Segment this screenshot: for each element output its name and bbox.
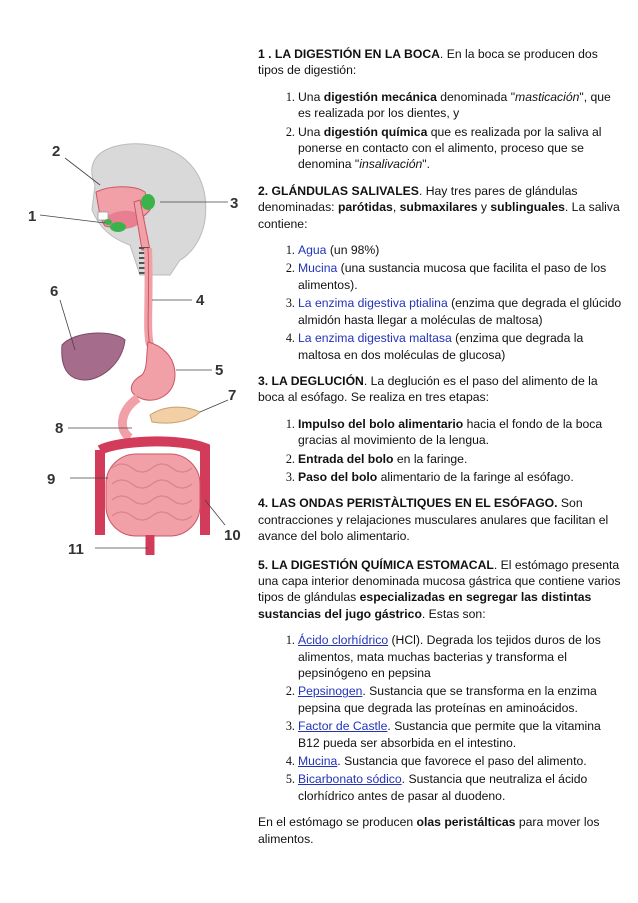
link-agua[interactable]: Agua bbox=[298, 243, 327, 258]
duodenum bbox=[122, 398, 138, 438]
figure-label-5: 5 bbox=[215, 362, 224, 379]
text-column bbox=[258, 46, 623, 857]
figure-label-1: 1 bbox=[28, 208, 37, 225]
list-item: 4. Mucina. Sustancia que favorece el paso del alimento. bbox=[298, 753, 623, 769]
section-title: 3. LA DEGLUCIÓN bbox=[258, 373, 364, 388]
closing-paragraph: En el estómago se producen olas peristálticas para mover los alimentos. bbox=[258, 815, 600, 846]
submaxillary-gland bbox=[110, 222, 126, 232]
figure-label-2: 2 bbox=[52, 143, 61, 160]
link-mucina[interactable]: Mucina bbox=[298, 261, 338, 276]
liver bbox=[62, 333, 125, 380]
digestive-system-figure bbox=[0, 130, 250, 570]
link-bicarbonato[interactable]: Bicarbonato sódico bbox=[298, 772, 402, 787]
section-peristalsis: 4. LAS ONDAS PERISTÀLTIQUES EN EL ESÓFAGO. Son contracciones y relajaciones musculares anulares que facilitan el avance del bolo alimentario. bbox=[258, 496, 609, 544]
list-item: 5. Bicarbonato sódico. Sustancia que neutraliza el ácido clorhídrico antes de pasar al duodeno. bbox=[298, 771, 623, 804]
swallowing-stages-list bbox=[258, 416, 623, 486]
mouth-digestion-list bbox=[258, 89, 623, 173]
saliva-contents-list bbox=[258, 242, 623, 363]
link-maltasa[interactable]: La enzima digestiva maltasa bbox=[298, 331, 452, 346]
figure-label-10: 10 bbox=[224, 527, 241, 544]
pancreas bbox=[150, 407, 200, 423]
list-item: 4. La enzima digestiva maltasa (enzima que degrada la maltosa en dos moléculas de glucosa) bbox=[298, 330, 623, 363]
link-mucina-gastric[interactable]: Mucina bbox=[298, 754, 338, 769]
list-item: 3. Paso del bolo alimentario de la faringe al esófago. bbox=[298, 469, 623, 485]
section-stomach-digestion: 5. LA DIGESTIÓN QUÍMICA ESTOMACAL. El estómago presenta una capa interior denominada mucosa gástrica que contiene varios tipos de glándulas especializadas en segregar las distintas sustancias del jugo gástrico. Estas son: bbox=[258, 557, 621, 621]
link-ptialina[interactable]: La enzima digestiva ptialina bbox=[298, 296, 448, 311]
figure-label-7: 7 bbox=[228, 387, 237, 404]
list-item: 1. Impulso del bolo alimentario hacia el fondo de la boca gracias al movimiento de la lengua. bbox=[298, 416, 623, 449]
figure-label-11: 11 bbox=[68, 541, 84, 558]
section-mouth-digestion: 1 . LA DIGESTIÓN EN LA BOCA. En la boca se producen dos tipos de digestión: bbox=[258, 47, 598, 78]
list-item: 2. Pepsinogen. Sustancia que se transforma en la enzima pepsina que degrada las proteínas en aminoácidos. bbox=[298, 683, 623, 716]
list-item: 1. Ácido clorhídrico (HCl). Degrada los tejidos duros de los alimentos, mata muchas bacterias y transforma el pepsinógeno en pepsina bbox=[298, 632, 623, 681]
section-title: 4. LAS ONDAS PERISTÀLTIQUES EN EL ESÓFAGO. bbox=[258, 496, 558, 511]
small-intestine bbox=[106, 454, 200, 536]
figure-label-3: 3 bbox=[230, 195, 239, 212]
list-item: 2. Entrada del bolo en la faringe. bbox=[298, 451, 623, 467]
section-title: 5. LA DIGESTIÓN QUÍMICA ESTOMACAL bbox=[258, 557, 494, 572]
list-item: 2. Una digestión química que es realizada por la saliva al ponerse en contacto con el alimento, proceso que se denomina "insalivación". bbox=[298, 124, 623, 173]
parotid-gland bbox=[141, 194, 155, 210]
list-item: 1. Una digestión mecánica denominada "masticación", que es realizada por los dientes, y bbox=[298, 89, 623, 122]
list-item: 2. Mucina (una sustancia mucosa que facilita el paso de los alimentos). bbox=[298, 260, 623, 293]
figure-label-8: 8 bbox=[55, 420, 64, 437]
figure-label-9: 9 bbox=[47, 471, 56, 488]
link-factor-castle[interactable]: Factor de Castle bbox=[298, 719, 388, 734]
list-item: 3. Factor de Castle. Sustancia que permite que la vitamina B12 pueda ser absorbida en el intestino. bbox=[298, 718, 623, 751]
figure-label-4: 4 bbox=[196, 292, 205, 309]
link-pepsinogen[interactable]: Pepsinogen bbox=[298, 684, 363, 699]
stomach bbox=[131, 342, 175, 400]
link-acido-clorhidrico[interactable]: Ácido clorhídrico bbox=[298, 633, 389, 648]
gastric-juice-list bbox=[258, 632, 623, 804]
list-item: 3. La enzima digestiva ptialina (enzima que degrada el glúcido almidón hasta llegar a moléculas de maltosa) bbox=[298, 295, 623, 328]
section-title: 1 . LA DIGESTIÓN EN LA BOCA bbox=[258, 47, 440, 61]
section-salivary-glands: 2. GLÁNDULAS SALIVALES. Hay tres pares de glándulas denominadas: parótidas, submaxilares y sublinguales. La saliva contiene: bbox=[258, 183, 620, 231]
section-swallowing: 3. LA DEGLUCIÓN. La deglución es el paso del alimento de la boca al esófago. Se realiza en tres etapas: bbox=[258, 373, 598, 405]
list-item: 1. Agua (un 98%) bbox=[298, 242, 623, 258]
teeth bbox=[98, 212, 108, 220]
sublingual-gland bbox=[104, 219, 112, 225]
figure-label-6: 6 bbox=[50, 283, 59, 300]
section-title: 2. GLÁNDULAS SALIVALES bbox=[258, 183, 419, 198]
